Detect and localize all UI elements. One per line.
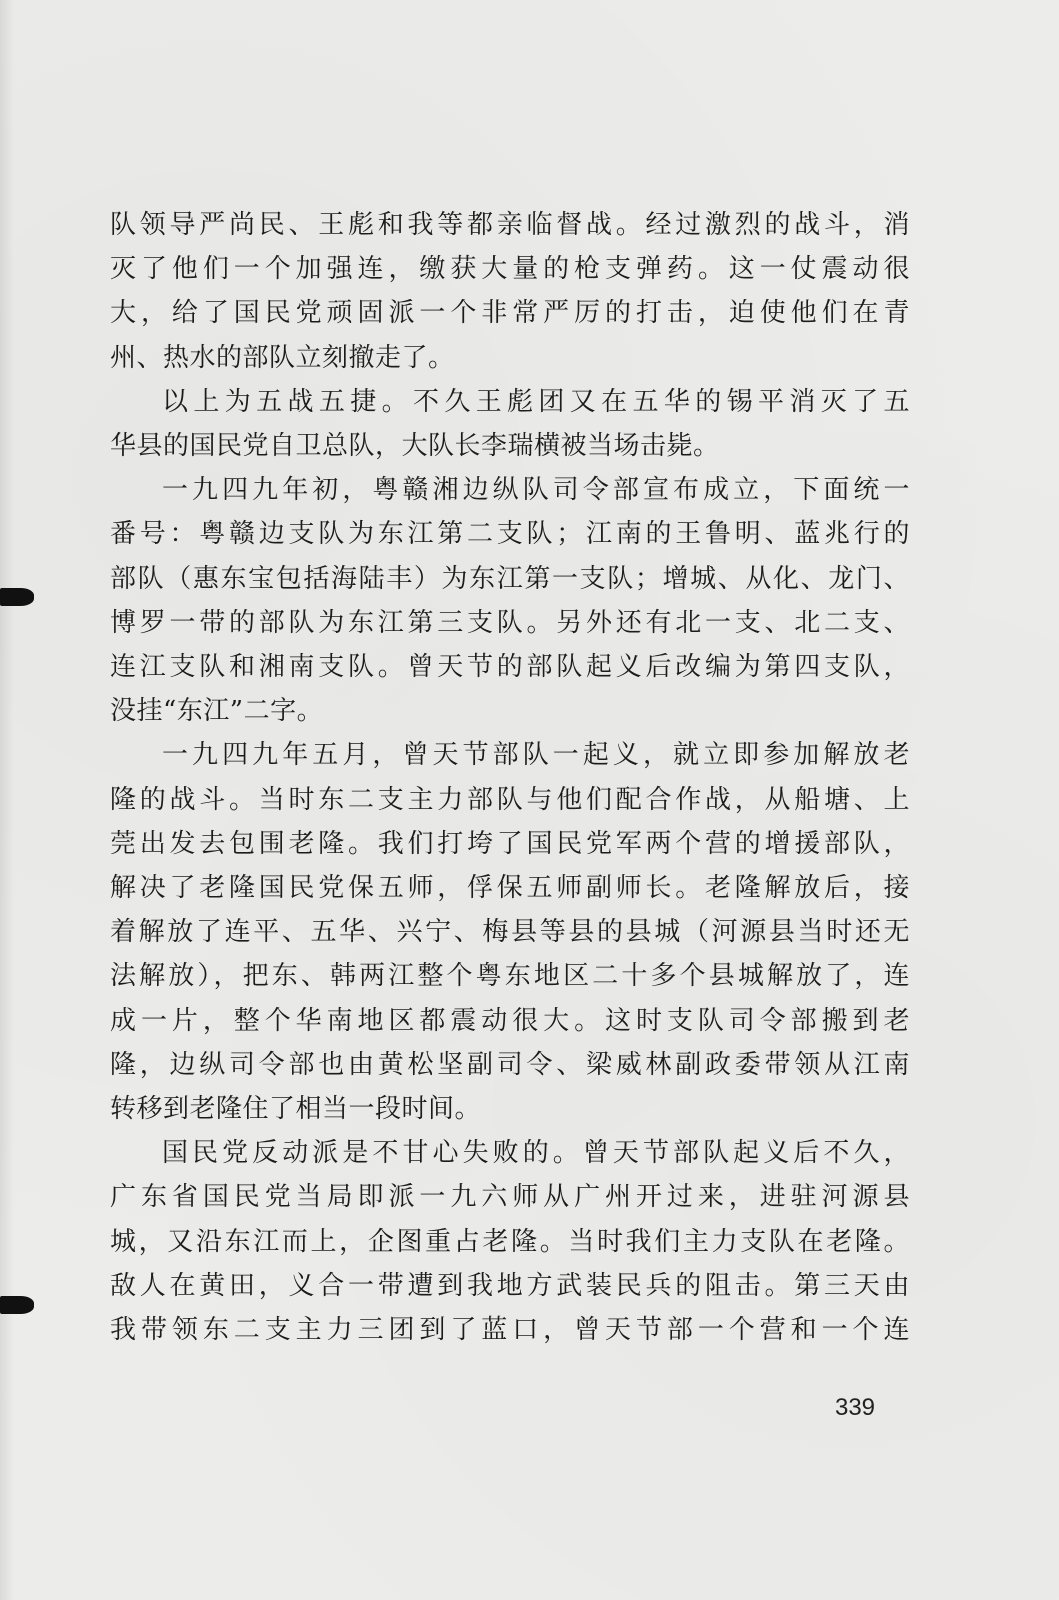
text-line: 部队（惠东宝包括海陆丰）为东江第一支队；增城、从化、龙门、	[110, 563, 910, 594]
text-line: 成一片，整个华南地区都震动很大。这时支队司令部搬到老	[110, 1005, 910, 1036]
binding-mark-decoration	[0, 1296, 34, 1314]
text-line: 广东省国民党当局即派一九六师从广州开过来，进驻河源县	[110, 1182, 910, 1213]
text-line: 隆，边纵司令部也由黄松坚副司令、梁威林副政委带领从江南	[110, 1049, 910, 1080]
paragraph	[110, 380, 910, 468]
text-line: 转移到老隆住了相当一段时间。	[110, 1094, 482, 1125]
text-line: 城，又沿东江而上，企图重占老隆。当时我们主力支队在老隆。	[110, 1226, 910, 1257]
text-line: 没挂“东江”二字。	[110, 696, 324, 727]
text-line: 国民党反动派是不甘心失败的。曾天节部队起义后不久，	[162, 1138, 910, 1169]
text-line: 法解放），把东、韩两江整个粤东地区二十多个县城解放了，连	[110, 961, 910, 992]
text-line: 敌人在黄田，义合一带遭到我地方武装民兵的阻击。第三天由	[110, 1270, 910, 1301]
text-line: 一九四九年五月，曾天节部队一起义，就立即参加解放老	[162, 740, 910, 771]
text-line: 大，给了国民党顽固派一个非常严厉的打击，迫使他们在青	[110, 298, 910, 329]
paragraph	[110, 468, 910, 733]
paragraph-continuation	[110, 203, 910, 380]
text-line: 解决了老隆国民党保五师，俘保五师副师长。老隆解放后，接	[110, 873, 910, 904]
text-line: 我带领东二支主力三团到了蓝口，曾天节部一个营和一个连	[110, 1315, 910, 1346]
text-line: 隆的战斗。当时东二支主力部队与他们配合作战，从船塘、上	[110, 784, 910, 815]
paragraph	[110, 1131, 910, 1352]
text-line: 着解放了连平、五华、兴宁、梅县等县的县城（河源县当时还无	[110, 917, 910, 948]
text-line: 以上为五战五捷。不久王彪团又在五华的锡平消灭了五	[162, 386, 910, 417]
page-number: 339	[834, 1394, 876, 1421]
text-line: 队领导严尚民、王彪和我等都亲临督战。经过激烈的战斗，消	[110, 210, 910, 240]
text-line: 博罗一带的部队为东江第三支队。另外还有北一支、北二支、	[110, 607, 910, 638]
scan-shadow-edge	[0, 0, 14, 1600]
text-line: 州、热水的部队立刻撤走了。	[110, 342, 455, 373]
paragraph	[110, 733, 910, 1131]
text-line: 华县的国民党自卫总队，大队长李瑞横被当场击毙。	[110, 431, 720, 462]
body-text	[110, 203, 910, 1352]
binding-mark-decoration	[0, 588, 34, 606]
text-line: 番号：粤赣边支队为东江第二支队；江南的王鲁明、蓝兆行的	[110, 519, 910, 550]
text-line: 连江支队和湘南支队。曾天节的部队起义后改编为第四支队，	[110, 652, 910, 683]
text-line: 灭了他们一个加强连，缴获大量的枪支弹药。这一仗震动很	[110, 254, 910, 285]
text-line: 一九四九年初，粤赣湘边纵队司令部宣布成立，下面统一	[162, 475, 910, 506]
text-line: 莞出发去包围老隆。我们打垮了国民党军两个营的增援部队，	[110, 828, 910, 859]
